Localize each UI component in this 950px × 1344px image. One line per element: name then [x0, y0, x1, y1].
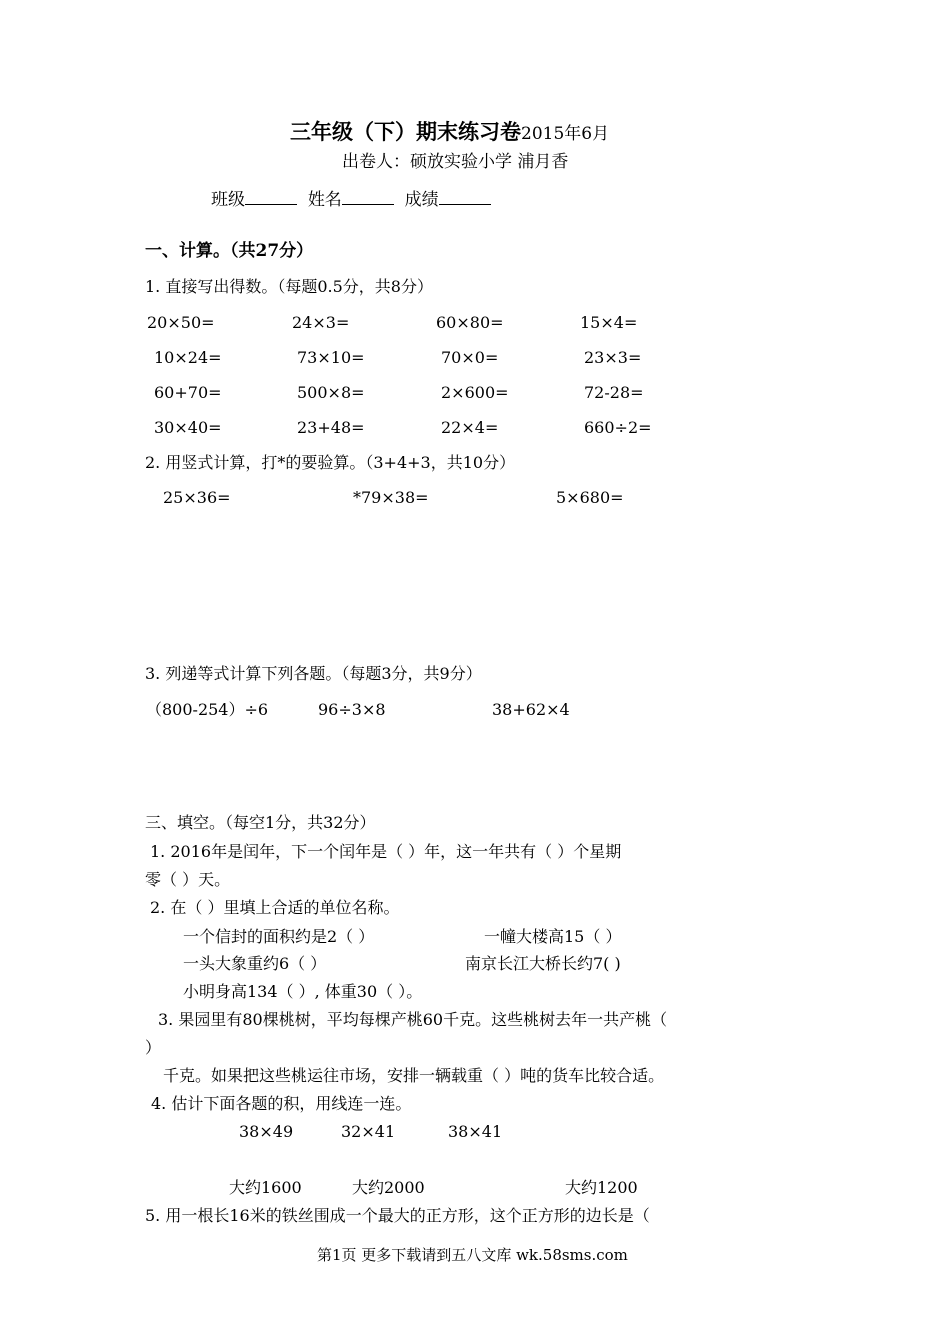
- q1-cell: 23×3=: [584, 348, 642, 367]
- q4-estimate: 大约2000: [352, 1178, 425, 1197]
- q1-cell: 60+70=: [154, 383, 222, 402]
- section1-heading: 一、计算。（共27分）: [145, 241, 314, 261]
- q1-cell: 660÷2=: [584, 418, 652, 437]
- fill-q2-item: 小明身高134（ ）, 体重30（ ）。: [183, 982, 423, 1001]
- title-text: 三年级（下）期末练习卷: [290, 119, 521, 144]
- q1-title: 1. 直接写出得数。（每题0.5分，共8分）: [145, 277, 433, 296]
- fill-q4-title: 4. 估计下面各题的积，用线连一连。: [151, 1094, 412, 1113]
- class-blank[interactable]: [245, 190, 297, 205]
- q1-cell: 70×0=: [441, 348, 499, 367]
- q3-item: （800-254）÷6: [146, 700, 269, 719]
- q2-title: 2. 用竖式计算，打*的要验算。（3+4+3，共10分）: [145, 453, 516, 472]
- q1-cell: 2×600=: [441, 383, 509, 402]
- q1-cell: 73×10=: [297, 348, 365, 367]
- class-label: 班级: [211, 190, 245, 210]
- q4-product: 38×41: [448, 1122, 503, 1141]
- fill-q2-title: 2. 在（ ）里填上合适的单位名称。: [150, 898, 400, 917]
- q1-cell: 15×4=: [580, 313, 638, 332]
- fill-q3-line1: 3. 果园里有80棵桃树，平均每棵产桃60千克。这些桃树去年一共产桃（: [158, 1010, 668, 1029]
- q1-cell: 20×50=: [147, 313, 215, 332]
- q1-cell: 22×4=: [441, 418, 499, 437]
- q2-item: 5×680=: [556, 488, 624, 507]
- fill-q2-item: 一个信封的面积约是2（ ）: [183, 927, 375, 946]
- fill-q3-line3: 千克。如果把这些桃运往市场，安排一辆载重（ ）吨的货车比较合适。: [163, 1066, 665, 1085]
- exam-title: [290, 121, 609, 143]
- fill-q5-line: 5. 用一根长16米的铁丝围成一个最大的正方形，这个正方形的边长是（: [145, 1206, 650, 1225]
- q1-cell: 30×40=: [154, 418, 222, 437]
- q4-estimate: 大约1200: [565, 1178, 638, 1197]
- score-blank[interactable]: [439, 190, 491, 205]
- q1-cell: 24×3=: [292, 313, 350, 332]
- q4-product: 32×41: [341, 1122, 396, 1141]
- q4-estimate: 大约1600: [229, 1178, 302, 1197]
- q1-cell: 60×80=: [436, 313, 504, 332]
- name-blank[interactable]: [342, 190, 394, 205]
- fill-q1-line2: 零（ ）天。: [145, 870, 231, 889]
- q2-item: *79×38=: [353, 488, 429, 507]
- page-footer: 第1页 更多下载请到五八文库 wk.58sms.com: [317, 1246, 628, 1264]
- q1-cell: 72-28=: [584, 383, 644, 402]
- fill-q2-item: 南京长江大桥长约7( ): [465, 954, 621, 973]
- author-line: 出卷人：硕放实验小学 浦月香: [342, 152, 569, 172]
- student-info-line: [211, 190, 491, 209]
- name-label: 姓名: [307, 190, 342, 210]
- q2-item: 25×36=: [163, 488, 231, 507]
- score-label: 成绩: [404, 190, 439, 210]
- exam-date: 2015年6月: [521, 124, 610, 144]
- fill-q1-line1: 1. 2016年是闰年，下一个闰年是（ ）年，这一年共有（ ）个星期: [150, 842, 622, 861]
- q3-title: 3. 列递等式计算下列各题。（每题3分，共9分）: [145, 664, 482, 683]
- q1-cell: 10×24=: [154, 348, 222, 367]
- q1-cell: 500×8=: [297, 383, 365, 402]
- q4-product: 38×49: [239, 1122, 294, 1141]
- fill-q2-item: 一头大象重约6（ ）: [183, 954, 327, 973]
- q3-item: 38+62×4: [492, 700, 570, 719]
- q1-cell: 23+48=: [297, 418, 365, 437]
- q3-item: 96÷3×8: [318, 700, 386, 719]
- fill-q2-item: 一幢大楼高15（ ）: [484, 927, 622, 946]
- fill-q3-line2: ）: [145, 1038, 162, 1057]
- section3-heading: 三、填空。（每空1分，共32分）: [145, 813, 376, 832]
